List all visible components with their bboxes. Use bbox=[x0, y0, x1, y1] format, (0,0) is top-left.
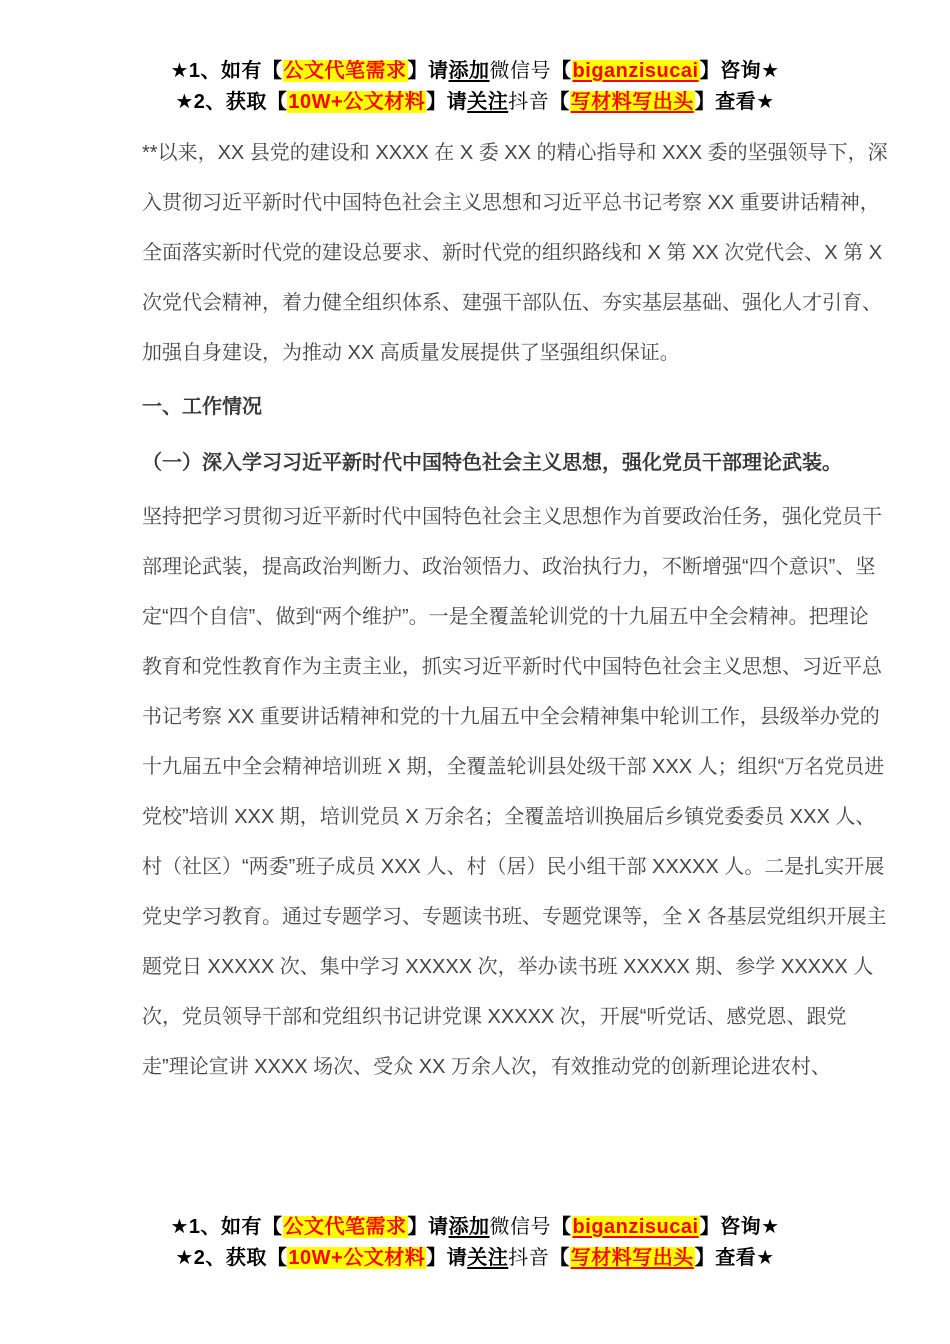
notice-segment: 添加 bbox=[448, 60, 490, 82]
notice-segment: 】请 bbox=[407, 1216, 449, 1238]
notice-segment: 微信号 bbox=[489, 1216, 552, 1238]
notice-segment: 10W+公文材料 bbox=[288, 1247, 426, 1269]
subsection-heading-theory-arming: （一）深入学习习近平新时代中国特色社会主义思想，强化党员干部理论武装。 bbox=[142, 452, 842, 474]
header-notice-line-2 bbox=[0, 87, 950, 118]
notice-segment: 10W+公文材料 bbox=[288, 91, 426, 113]
paragraph-theory-arming: 坚持把学习贯彻习近平新时代中国特色社会主义思想作为首要政治任务，强化党员干部理论武装，提高政治判断力、政治领悟力、政治执行力，不断增强“四个意识”、坚定“四个自信”、做到“两个维护”。一是全覆盖轮训党的十九届五中全会精神。把理论教育和党性教育作为主责主业，抓实习近平新时代中国特色社会主义思想、习近平总书记考察 XX 重要讲话精神和党的十九届五中全会精神集中轮训工作，县级举办党的十九届五中全会精神培训班 X 期，全覆盖轮训县处级干部 XXX 人；组织“万名党员进党校”培训 XXX 期，培训党员 X 万余名；全覆盖培训换届后乡镇党委委员 XXX 人、村（社区）“两委”班子成员 XXX 人、村（居）民小组干部 XXXXX 人。二是扎实开展党史学习教育。通过专题学习、专题读书班、专题党课等，全 X 各基层党组织开展主题党日 XXXXX 次、集中学习 XXXXX 次，举办读书班 XXXXX 期、参学 XXXXX 人次，党员领导干部和党组织书记讲党课 XXXXX 次，开展“听党话、感党恩、跟党走”理论宣讲 XXXX 场次、受众 XX 万余人次，有效推动党的创新理论进农村、 bbox=[142, 506, 887, 1078]
paragraph-intro: **以来，XX 县党的建设和 XXXX 在 X 委 XX 的精心指导和 XXX 委的坚强领导下，深入贯彻习近平新时代中国特色社会主义思想和习近平总书记考察 XX 重要讲话精神，全面落实新时代党的建设总要求、新时代党的组织路线和 X 第 XX 次党代会、X 第 X 次党代会精神，着力健全组织体系、建强干部队伍、夯实基层基础、强化人才引育、加强自身建设，为推动 XX 高质量发展提供了坚强组织保证。 bbox=[142, 142, 888, 364]
notice-segment: ★2、获取【 bbox=[175, 91, 288, 113]
notice-segment: 添加 bbox=[448, 1216, 490, 1238]
notice-segment: 【 bbox=[549, 1247, 570, 1269]
notice-segment: 【 bbox=[549, 91, 570, 113]
notice-segment: 【 bbox=[551, 60, 572, 82]
header-notice bbox=[0, 56, 950, 118]
notice-segment: 微信号 bbox=[489, 60, 552, 82]
footer-notice-line-2 bbox=[0, 1243, 950, 1274]
notice-segment: ★1、如有【 bbox=[170, 1216, 283, 1238]
document-body bbox=[142, 128, 888, 1092]
notice-segment: 抖音 bbox=[508, 1247, 550, 1269]
notice-segment: 公文代笔需求 bbox=[283, 60, 407, 82]
notice-segment: 抖音 bbox=[508, 91, 550, 113]
footer-notice-line-1 bbox=[0, 1212, 950, 1243]
notice-segment: 】请 bbox=[426, 91, 468, 113]
header-notice-line-1 bbox=[0, 56, 950, 87]
notice-segment: biganzisucai bbox=[572, 1216, 699, 1238]
notice-segment: 】咨询★ bbox=[699, 1216, 780, 1238]
notice-segment: ★1、如有【 bbox=[170, 60, 283, 82]
notice-segment: 】请 bbox=[426, 1247, 468, 1269]
notice-segment: biganzisucai bbox=[572, 60, 699, 82]
notice-segment: 】查看★ bbox=[694, 1247, 775, 1269]
notice-segment: 】查看★ bbox=[694, 91, 775, 113]
notice-segment: 写材料写出头 bbox=[570, 91, 694, 113]
section-heading-work-situation: 一、工作情况 bbox=[142, 396, 262, 418]
notice-segment: ★2、获取【 bbox=[175, 1247, 288, 1269]
footer-notice bbox=[0, 1212, 950, 1274]
notice-segment: 】咨询★ bbox=[699, 60, 780, 82]
notice-segment: 写材料写出头 bbox=[570, 1247, 694, 1269]
notice-segment: 】请 bbox=[407, 60, 449, 82]
notice-segment: 关注 bbox=[467, 1247, 509, 1269]
notice-segment: 公文代笔需求 bbox=[283, 1216, 407, 1238]
notice-segment: 【 bbox=[551, 1216, 572, 1238]
notice-segment: 关注 bbox=[467, 91, 509, 113]
